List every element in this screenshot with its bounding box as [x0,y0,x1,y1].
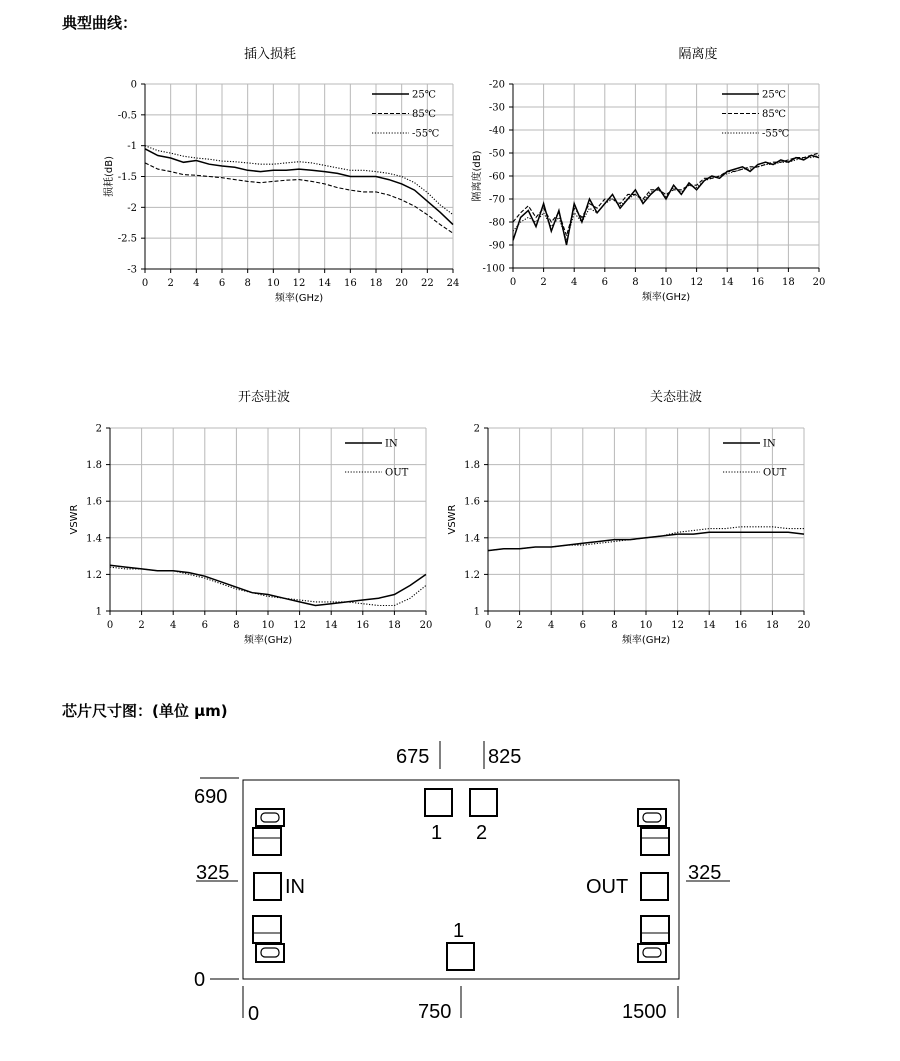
x-tick-label: 18 [388,620,401,631]
x-tick-label: 4 [193,278,200,289]
x-tick-label: 18 [782,277,795,288]
chart-isolation [470,46,825,303]
x-tick-label: 16 [356,620,370,631]
y-axis-label: 损耗(dB) [104,155,115,198]
chart-grid [145,84,453,269]
chart-title: 插入损耗 [243,47,297,62]
dim-label-325-right: 325 [688,862,722,884]
legend-label-85℃: 85℃ [412,109,436,120]
y-tick-label: -3 [127,264,137,276]
x-tick-label: 14 [324,620,338,631]
x-tick-label: 12 [690,277,703,288]
left-bottom-component [253,916,284,962]
x-tick-label: 12 [293,620,306,631]
legend-label-85℃: 85℃ [762,109,786,120]
x-tick-label: 20 [395,278,409,289]
x-axis-label: 频率(GHz) [274,293,324,304]
x-tick-label: 6 [218,278,226,289]
x-tick-label: 6 [579,620,586,631]
x-tick-label: 12 [292,278,306,289]
x-tick-label: 6 [201,620,208,631]
x-tick-label: 0 [141,278,149,289]
x-tick-label: 4 [571,277,578,288]
dim-label-1500: 1500 [622,1001,667,1023]
chip-dimension-diagram [0,721,900,1061]
x-tick-label: 4 [170,620,177,631]
y-tick-label: -50 [488,148,505,160]
y-tick-label: -60 [488,171,505,183]
dim-label-0-bottom: 0 [248,1003,260,1025]
chart-grid [488,428,804,611]
pad-label-1-top: 1 [431,822,443,844]
y-tick-label: 1 [473,606,480,618]
y-tick-label: 2 [473,423,480,435]
x-tick-label: 22 [420,278,434,289]
y-tick-label: -30 [488,102,505,114]
x-tick-label: 10 [261,620,275,631]
x-tick-label: 8 [611,620,618,631]
y-tick-label: -2 [127,202,137,214]
x-tick-label: 8 [233,620,240,631]
x-axis-label: 频率(GHz) [641,292,691,303]
x-tick-label: 20 [419,620,433,631]
x-tick-label: 2 [540,277,547,288]
y-tick-label: -20 [488,79,505,91]
y-tick-label: 1.2 [464,569,480,581]
legend-label--55℃: -55℃ [762,128,790,140]
x-tick-label: 14 [318,278,332,289]
curves-section-title: 典型曲线： [62,14,138,32]
y-tick-label: 1 [95,606,102,618]
x-tick-label: 14 [702,620,716,631]
x-tick-label: 0 [509,277,517,288]
y-tick-label: 1.4 [86,533,102,545]
pad-control-2 [470,789,497,816]
x-axis-label: 频率(GHz) [243,635,293,646]
dim-label-0-left: 0 [194,969,206,991]
legend-label-OUT: OUT [385,467,409,479]
y-tick-label: 1.8 [86,460,102,472]
x-tick-label: 8 [632,277,639,288]
dim-label-690: 690 [194,786,228,808]
y-axis-label: VSWR [447,504,458,535]
x-tick-label: 2 [516,620,523,631]
legend-label--55℃: -55℃ [412,128,440,140]
dims-section-title: 芯片尺寸图：(单位 μm) [62,702,228,720]
x-tick-label: 6 [601,277,608,288]
x-tick-label: 20 [797,620,811,631]
x-tick-label: 16 [734,620,748,631]
chart-on-vswr [69,389,432,646]
x-tick-label: 24 [446,278,460,289]
x-tick-label: 10 [639,620,653,631]
x-tick-label: 4 [548,620,555,631]
chart-grid [110,428,426,611]
pad-label-1-bottom: 1 [453,920,465,942]
pad-label-2-top: 2 [476,822,488,844]
x-tick-label: 8 [244,278,251,289]
x-tick-label: 0 [106,620,114,631]
pad-ground-bottom [447,943,474,970]
pad-out [641,873,668,900]
legend-label-25℃: 25℃ [762,89,786,101]
y-tick-label: -100 [482,263,505,275]
dim-label-325-left: 325 [196,862,230,884]
y-tick-label: -1 [127,141,137,153]
x-tick-label: 20 [812,277,826,288]
y-tick-label: -2.5 [117,233,137,245]
left-top-component [253,809,284,855]
x-tick-label: 14 [720,277,734,288]
chart-title: 开态驻波 [237,390,291,405]
y-tick-label: -40 [488,125,505,137]
y-tick-label: -1.5 [117,172,137,183]
pad-in [254,873,281,900]
legend-label-OUT: OUT [763,467,787,479]
y-tick-label: 2 [95,423,102,435]
y-tick-label: 1.4 [464,533,480,545]
x-tick-label: 2 [138,620,145,631]
x-tick-label: 10 [659,277,673,288]
y-tick-label: 1.6 [86,496,102,508]
legend-label-IN: IN [763,438,776,450]
port-label-in: IN [285,876,305,898]
chart-title: 关态驻波 [649,390,703,405]
dim-label-750: 750 [418,1001,452,1023]
x-tick-label: 18 [766,620,779,631]
y-tick-label: 1.8 [464,460,480,472]
y-axis-label: 隔离度(dB) [472,150,483,202]
x-axis-label: 频率(GHz) [621,635,671,646]
x-tick-label: 2 [167,278,174,289]
y-tick-label: -80 [488,217,505,229]
y-tick-label: -70 [488,194,505,206]
chart-insertion-loss [102,46,459,304]
right-bottom-component [638,916,669,962]
y-tick-label: -90 [488,240,505,252]
dim-label-825: 825 [488,746,522,768]
y-tick-label: 1.2 [86,569,102,581]
legend-label-IN: IN [385,438,398,450]
x-tick-label: 0 [484,620,492,631]
x-tick-label: 18 [369,278,383,289]
y-tick-label: 0 [130,79,137,91]
y-axis-label: VSWR [69,504,80,535]
right-top-component [638,809,669,855]
pad-control-1 [425,789,452,816]
x-tick-label: 16 [343,278,357,289]
y-tick-label: -0.5 [117,110,137,122]
chart-title: 隔离度 [678,47,718,62]
x-tick-label: 12 [671,620,684,631]
dim-label-675: 675 [396,746,430,768]
legend-label-25℃: 25℃ [412,89,436,101]
x-tick-label: 16 [751,277,765,288]
port-label-out: OUT [586,876,629,898]
y-tick-label: 1.6 [464,496,480,508]
x-tick-label: 10 [266,278,280,289]
chart-off-vswr [447,389,810,646]
